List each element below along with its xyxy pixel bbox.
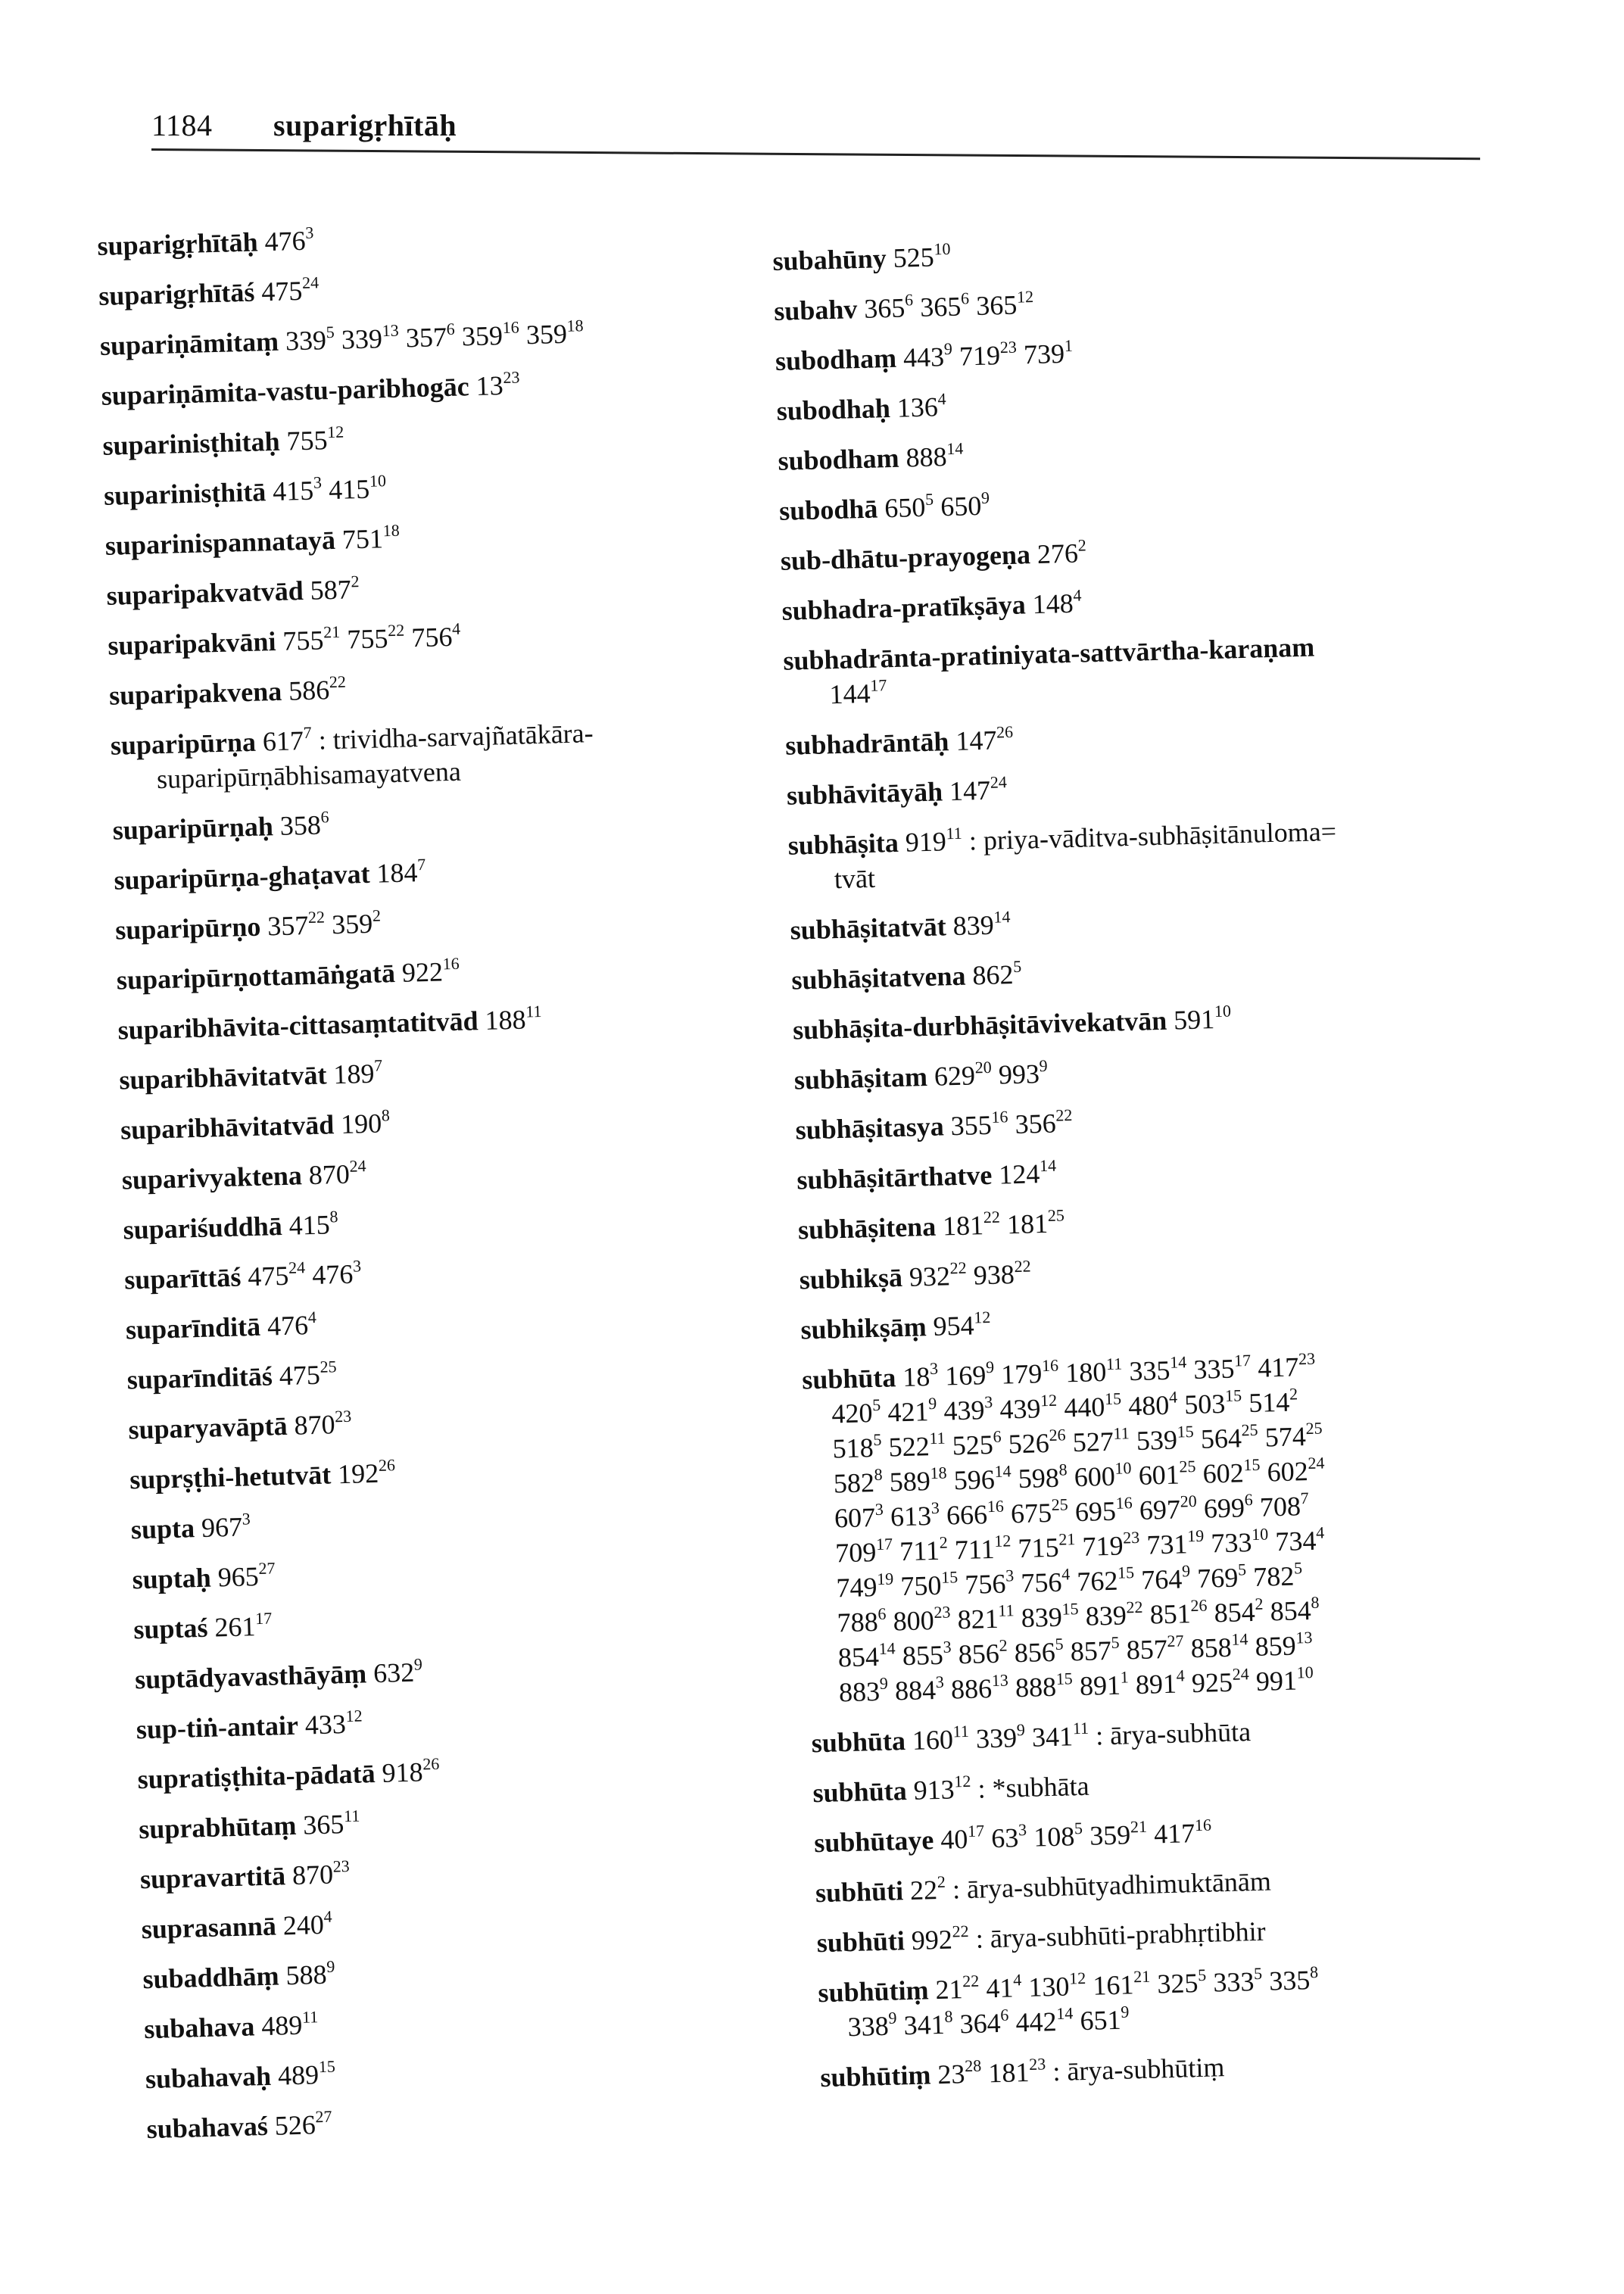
- index-entry: [815, 1856, 1542, 1910]
- entry-references: $629^{20}$ $993^9$: [934, 1055, 1048, 1092]
- entry-references: $358^6$: [279, 807, 329, 841]
- index-entry: [775, 325, 1502, 379]
- index-entry: [115, 895, 797, 948]
- entry-headword: suparigṛhītāś: [98, 276, 255, 311]
- entry-headword: subodham: [777, 442, 900, 476]
- entry-references: $415^8$: [288, 1207, 338, 1241]
- entry-headword: subhāṣitena: [797, 1211, 937, 1245]
- entry-headword: suparipūrṇa: [110, 726, 257, 761]
- index-entry: [129, 1445, 812, 1498]
- index-entry: [145, 2044, 827, 2097]
- entry-headword: subhūti: [815, 1875, 904, 1909]
- entry-references: $918^{26}$: [382, 1753, 440, 1788]
- entry-references: $586^{22}$: [288, 672, 347, 706]
- index-entry: [133, 1594, 815, 1647]
- entry-references: $13^{23}$: [475, 367, 520, 401]
- entry-references: $23^{28}$ $181^{23}$ : ārya-subhūtiṃ: [937, 2052, 1225, 2090]
- entry-headword: suparipūrṇa-ghaṭavat: [114, 858, 371, 896]
- entry-headword: suptādyavasthāyāṃ: [134, 1658, 367, 1695]
- entry-headword: subhāṣitārthatve: [796, 1159, 993, 1195]
- entry-continuation-line: $338^9$ $341^8$ $364^6$ $442^{14}$ $651^9$: [847, 2002, 1130, 2043]
- index-entry: [790, 894, 1517, 948]
- entry-headword: subhāṣitasya: [795, 1111, 945, 1145]
- index-entry: [795, 1093, 1523, 1147]
- index-entry: [802, 1343, 1538, 1710]
- index-entry: [104, 510, 787, 563]
- entry-references: $357^{22}$ $359^2$: [267, 905, 382, 942]
- entry-references: $932^{22}$ $938^{22}$: [909, 1256, 1031, 1292]
- entry-references: $160^{11}$ $339^9$ $341^{11}$ : ārya-subhūta: [912, 1716, 1252, 1756]
- entry-headword: suparipūrṇaḥ: [112, 811, 274, 846]
- entry-references: $755^{21}$ $755^{22}$ $756^4$: [282, 619, 461, 656]
- entry-headword: supariśuddhā: [123, 1211, 283, 1245]
- index-entry: [779, 475, 1507, 528]
- entry-continuation: $144^{17}$: [829, 675, 887, 710]
- header-rule: [151, 148, 1480, 160]
- entry-headword: supravartitā: [139, 1860, 286, 1895]
- index-entry: [142, 1944, 824, 1997]
- entry-headword: subhūtaye: [813, 1825, 934, 1859]
- entry-headword: subahavaḥ: [145, 2060, 272, 2095]
- index-entry: [820, 2041, 1548, 2095]
- entry-headword: suprasannā: [141, 1910, 277, 1945]
- index-entry: [102, 410, 784, 463]
- entry-continuation-line: $607^3$ $613^3$ $666^{16}$ $675^{25}$ $695^{16}$ $697^{20}$ $699^6$ $708^7$: [834, 1488, 1309, 1534]
- index-entry: [798, 1193, 1526, 1247]
- entry-headword: sup-tiṅ-antair: [136, 1710, 299, 1745]
- entry-headword: suparivyaktena: [121, 1160, 303, 1195]
- entry-references: $190^8$: [340, 1105, 391, 1139]
- index-entry: [816, 1906, 1544, 1960]
- entry-headword: suparinisṭhitaḥ: [101, 425, 281, 461]
- entry-references: $913^{12}$ : *subhāta: [913, 1770, 1090, 1806]
- entry-headword: subodhaḥ: [776, 393, 891, 426]
- entry-headword: subahava: [143, 2011, 255, 2045]
- entry-headword: subhikṣā: [799, 1261, 903, 1295]
- entry-headword: subhāṣita: [787, 827, 899, 861]
- entry-references: $650^5$ $650^9$: [884, 488, 990, 524]
- entry-headword: subhāṣita-durbhāṣitāvivekatvān: [792, 1005, 1167, 1046]
- entry-headword: subhūtiṃ: [817, 1975, 930, 2009]
- index-entry: [818, 1956, 1546, 2045]
- entry-references: $862^5$: [971, 956, 1022, 991]
- entry-headword: suparibhāvita-cittasaṃtatitvād: [117, 1005, 479, 1046]
- entry-references: $339^5$ $339^{13}$ $357^6$ $359^{16}$ $359^{18}$: [285, 316, 584, 357]
- running-header: [151, 108, 457, 143]
- entry-references: $476^4$: [267, 1307, 317, 1342]
- index-entry: [101, 360, 783, 413]
- index-entry: [97, 210, 779, 263]
- entry-continuation-line: $518^5$ $522^{11}$ $525^6$ $526^{26}$ $527^{11}$ $539^{15}$ $564^{25}$ $574^{25}$: [832, 1418, 1323, 1464]
- entry-references: $136^4$: [896, 389, 946, 423]
- index-entry: [124, 1245, 806, 1298]
- entry-references: $261^{17}$: [214, 1608, 273, 1643]
- index-entry: [783, 625, 1511, 713]
- entry-references: $147^{24}$: [949, 772, 1008, 807]
- entry-headword: subhikṣāṃ: [800, 1311, 927, 1345]
- entry-references: $870^{24}$: [308, 1156, 366, 1191]
- entry-headword: subahv: [773, 294, 858, 326]
- entry-headword: subodhaṃ: [775, 342, 897, 376]
- entry-references: $617^7$ : trividha-sarvajñatākāra-: [262, 718, 594, 757]
- index-entry: [128, 1395, 810, 1448]
- entry-references: $965^{27}$: [217, 1558, 276, 1593]
- running-headword: suparigṛhītāḥ: [273, 108, 457, 142]
- entry-references: $365^{11}$: [302, 1806, 360, 1840]
- entry-headword: suparipakvāni: [107, 626, 276, 661]
- entry-references: $240^4$: [282, 1906, 332, 1941]
- index-entry: [110, 710, 793, 798]
- page-number: 1184: [151, 108, 213, 142]
- entry-headword: subhūti: [816, 1925, 906, 1959]
- index-entry: [108, 610, 790, 663]
- index-entry: [793, 1043, 1521, 1097]
- entry-headword: subhāṣitatvena: [790, 960, 966, 996]
- index-entry: [106, 560, 788, 613]
- entry-references: $992^{22}$ : ārya-subhūti-prabhṛtibhir: [911, 1915, 1267, 1956]
- entry-references: $967^3$: [201, 1509, 251, 1543]
- entry-references: $415^3$ $415^{10}$: [272, 471, 387, 507]
- entry-headword: subhadrānta-pratiniyata-sattvārtha-karaṇam: [782, 631, 1315, 676]
- entry-headword: supratiṣṭhita-pādatā: [137, 1758, 376, 1795]
- entry-headword: subaddhāṃ: [142, 1960, 280, 1995]
- entry-references: $443^9$ $719^{23}$ $739^1$: [902, 335, 1074, 373]
- entry-continuation-line: $749^{19}$ $750^{15}$ $756^3$ $756^4$ $762^{15}$ $764^9$ $769^5$ $782^5$: [835, 1558, 1303, 1604]
- entry-references: $587^2$: [310, 572, 360, 606]
- entry-references: $870^{23}$: [291, 1856, 351, 1890]
- entry-references: $21^{22}$ $41^4$ $130^{12}$ $161^{21}$ $325^5$ $333^5$ $335^8$: [934, 1962, 1319, 2006]
- index-entry: [776, 375, 1504, 429]
- entry-headword: suparigṛhītāḥ: [97, 226, 259, 261]
- entry-headword: suparīnditā: [125, 1311, 261, 1345]
- index-entry: [119, 1045, 801, 1098]
- entry-headword: suparyavāptā: [128, 1410, 288, 1445]
- entry-headword: suparīnditāś: [126, 1361, 273, 1395]
- index-entry: [144, 1994, 826, 2047]
- entry-headword: sub-dhātu-prayogeṇa: [780, 539, 1031, 576]
- entry-headword: suprabhūtaṃ: [138, 1809, 297, 1845]
- entry-continuation-line: $709^{17}$ $711^2$ $711^{12}$ $715^{21}$ $719^{23}$ $731^{19}$ $733^{10}$ $734^4$: [834, 1523, 1325, 1569]
- index-entry: [787, 809, 1516, 898]
- entry-references: $751^{18}$: [341, 520, 401, 555]
- index-entry: [139, 1794, 821, 1847]
- entry-headword: subhūta: [811, 1725, 906, 1759]
- entry-headword: suparibhāvitatvād: [120, 1109, 335, 1145]
- index-entry: [785, 709, 1513, 763]
- entry-references: $755^{12}$: [285, 422, 344, 457]
- index-entry: [793, 994, 1520, 1048]
- entry-references: $40^{17}$ $63^3$ $108^5$ $359^{21}$ $417^{16}$: [940, 1815, 1212, 1855]
- entry-references: $588^9$: [285, 1956, 335, 1991]
- entry-headword: subhadra-pratīkṣāya: [781, 589, 1027, 626]
- index-entry: [121, 1145, 803, 1198]
- entry-references: $188^{11}$: [485, 1001, 542, 1036]
- entry-references: $525^{10}$: [893, 238, 951, 273]
- index-entry: [812, 1756, 1540, 1810]
- index-entry: [786, 759, 1513, 813]
- entry-headword: suparipakvena: [108, 675, 282, 711]
- index-entry: [130, 1495, 812, 1548]
- entry-references: $192^{26}$: [337, 1455, 396, 1490]
- index-entry: [814, 1806, 1541, 1860]
- entry-headword: subhūta: [801, 1362, 896, 1395]
- entry-references: $475^{24}$: [260, 273, 320, 307]
- entry-references: $365^6$ $365^6$ $365^{12}$: [863, 286, 1034, 324]
- entry-continuation-line: $420^5$ $421^9$ $439^3$ $439^{12}$ $440^{15}$ $480^4$ $503^{15}$ $514^2$: [831, 1384, 1298, 1429]
- entry-references: $355^{16}$ $356^{22}$: [950, 1105, 1073, 1142]
- entry-references: $919^{11}$ : priya-vāditva-subhāṣitānuloma=: [905, 815, 1337, 858]
- entry-headword: suparīttāś: [123, 1261, 242, 1295]
- entry-headword: subhūtiṃ: [819, 2059, 931, 2093]
- index-entry: [799, 1243, 1526, 1297]
- entry-references: $954^{12}$: [933, 1307, 991, 1342]
- entry-references: $184^7$: [376, 854, 426, 889]
- entry-headword: suparinispannatayā: [104, 524, 336, 561]
- entry-headword: supta: [130, 1513, 195, 1545]
- entry-headword: suparipakvatvād: [106, 575, 304, 611]
- index-entry: [120, 1095, 803, 1148]
- index-entry: [811, 1706, 1538, 1760]
- entry-references: $475^{24}$ $476^3$: [247, 1256, 362, 1292]
- index-entry: [141, 1894, 823, 1947]
- entry-headword: subhāṣitam: [793, 1061, 928, 1096]
- index-entry: [139, 1844, 821, 1897]
- entry-references: $148^4$: [1032, 585, 1082, 620]
- entry-references: $870^{23}$: [293, 1406, 352, 1441]
- index-entry: [114, 845, 796, 898]
- entry-references: $475^{25}$: [279, 1357, 337, 1392]
- entry-continuation-line: $788^6$ $800^{23}$ $821^{11}$ $839^{15}$ $839^{22}$ $851^{26}$ $854^2$ $854^8$: [837, 1592, 1320, 1638]
- index-entry: [123, 1195, 805, 1248]
- entry-headword: subodhā: [778, 493, 878, 526]
- entry-headword: subahavaś: [146, 2110, 269, 2145]
- entry-continuation-line: $854^{14}$ $855^3$ $856^2$ $856^5$ $857^5$ $857^{27}$ $858^{14}$ $859^{13}$: [837, 1627, 1313, 1673]
- entry-headword: suprṣṭhi-hetutvāt: [129, 1459, 332, 1495]
- index-entry: [99, 310, 781, 363]
- entry-headword: suparipūrṇottamāṅgatā: [116, 958, 396, 996]
- index-entry: [98, 260, 781, 313]
- index-entry: [780, 525, 1507, 578]
- entry-references: $632^9$: [372, 1654, 423, 1689]
- index-column-left: [97, 210, 829, 2162]
- entry-headword: supariṇāmita-vastu-paribhogāc: [101, 371, 470, 411]
- entry-headword: suptaś: [132, 1612, 209, 1645]
- entry-headword: subhāvitāyāḥ: [786, 776, 943, 811]
- index-entry: [781, 575, 1509, 628]
- entry-headword: suparipūrṇo: [114, 911, 261, 946]
- entry-references: $18^3$ $169^9$ $179^{16}$ $180^{11}$ $335^{14}$ $335^{17}$ $417^{23}$: [902, 1348, 1316, 1392]
- entry-headword: suptaḥ: [132, 1562, 212, 1595]
- entry-headword: subhūta: [812, 1775, 908, 1809]
- entry-continuation-line: $883^9$ $884^3$ $886^{13}$ $888^{15}$ $891^1$ $891^4$ $925^{24}$ $991^{10}$: [838, 1662, 1314, 1708]
- index-entry: [791, 944, 1519, 998]
- entry-headword: suparinisṭhitā: [103, 476, 267, 511]
- entry-continuation: suparipūrṇābhisamayatvena: [156, 756, 462, 795]
- entry-references: $922^{16}$: [401, 953, 460, 988]
- entry-references: $189^7$: [332, 1055, 383, 1090]
- index-entry: [126, 1345, 809, 1398]
- entry-continuation-line: $582^8$ $589^{18}$ $596^{14}$ $598^8$ $600^{10}$ $601^{25}$ $602^{15}$ $602^{24}$: [833, 1453, 1325, 1499]
- index-entry: [796, 1143, 1524, 1197]
- index-column-right: [772, 225, 1548, 2110]
- index-entry: [116, 945, 798, 998]
- entry-headword: supariṇāmitaṃ: [99, 326, 279, 361]
- entry-references: $276^2$: [1036, 535, 1086, 569]
- entry-headword: subhadrāntāḥ: [784, 726, 949, 761]
- entry-references: $476^3$: [264, 223, 314, 257]
- entry-continuation: tvāt: [834, 862, 876, 895]
- entry-headword: suparibhāvitatvāt: [118, 1059, 327, 1096]
- entry-references: $22^2$ : ārya-subhūtyadhimuktānām: [909, 1865, 1272, 1906]
- entry-references: $124^{14}$: [998, 1155, 1057, 1190]
- index-entry: [132, 1544, 814, 1597]
- entry-references: $526^{27}$: [274, 2106, 332, 2141]
- entry-headword: subahūny: [772, 243, 887, 276]
- index-entry: [800, 1293, 1528, 1347]
- entry-references: $433^{12}$: [304, 1706, 363, 1741]
- index-entry: [112, 795, 794, 848]
- entry-references: $147^{26}$: [955, 722, 1014, 756]
- entry-references: $181^{22}$ $181^{25}$: [942, 1205, 1065, 1242]
- index-entry: [104, 460, 786, 513]
- index-entry: [137, 1744, 819, 1797]
- entry-references: $489^{11}$: [260, 2007, 319, 2042]
- index-entry: [772, 225, 1500, 279]
- index-entry: [135, 1644, 817, 1697]
- index-entry: [109, 660, 791, 713]
- index-entry: [778, 425, 1505, 478]
- index-entry: [117, 995, 800, 1048]
- index-entry: [774, 275, 1501, 329]
- index-entry: [146, 2094, 828, 2147]
- index-entry: [136, 1694, 818, 1747]
- entry-references: $591^{10}$: [1173, 1001, 1232, 1036]
- entry-references: $888^{14}$: [906, 438, 964, 473]
- entry-references: $489^{15}$: [277, 2056, 336, 2091]
- entry-headword: subhāṣitatvāt: [790, 911, 947, 946]
- entry-references: $839^{14}$: [952, 907, 1011, 942]
- index-entry: [125, 1295, 807, 1348]
